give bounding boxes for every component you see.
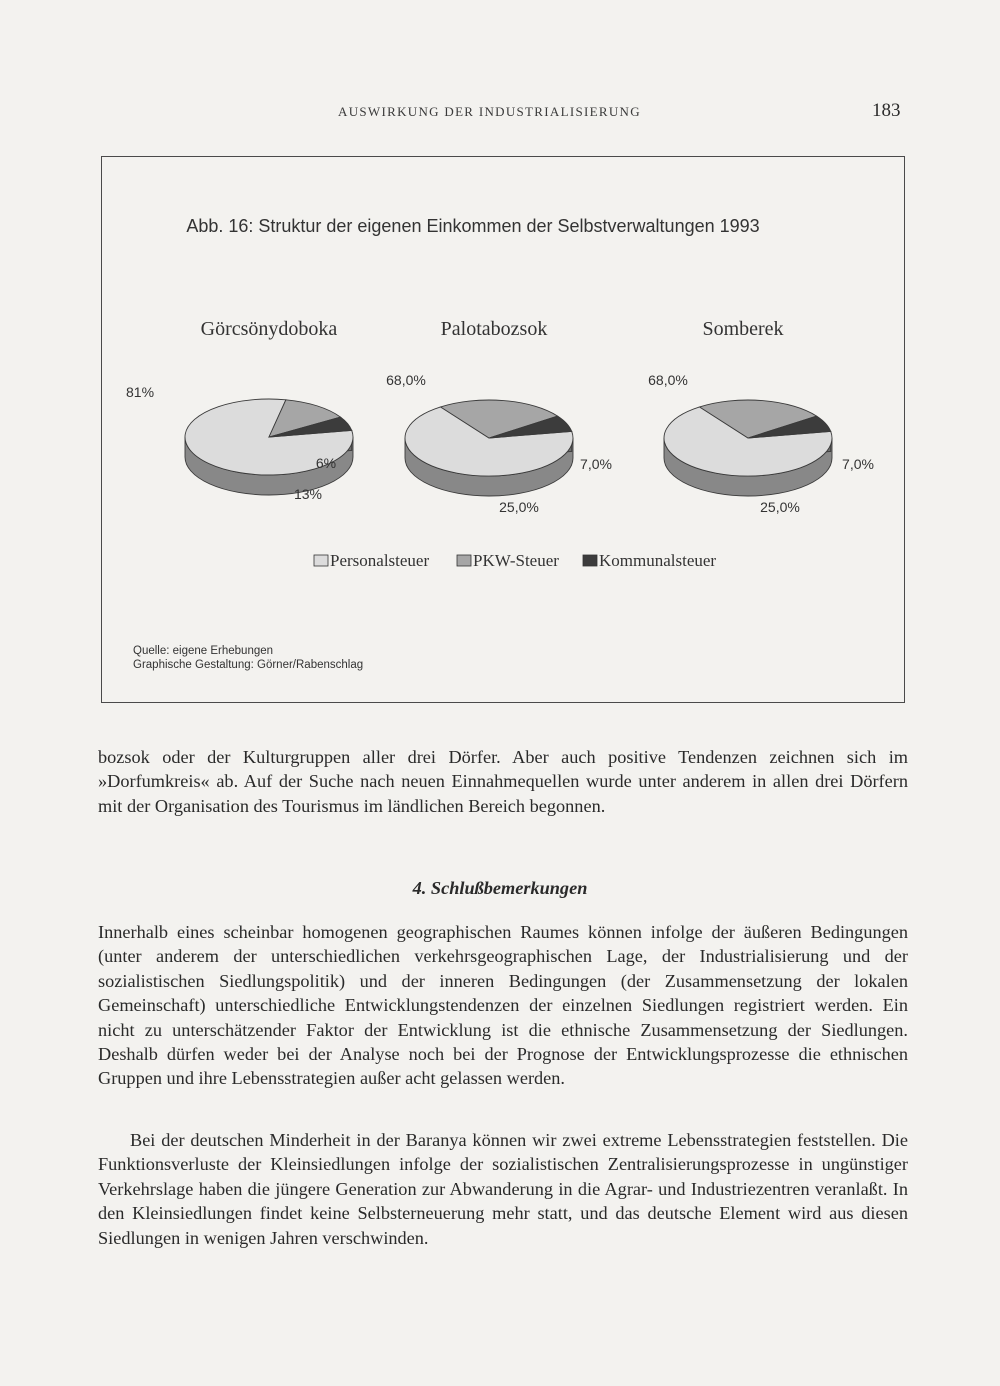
pie-value-label: 81%	[126, 384, 155, 400]
pie-value-label: 6%	[315, 455, 337, 471]
pie-3	[648, 318, 874, 515]
running-head	[0, 100, 1000, 128]
pie-title: Palotabozsok	[440, 318, 548, 340]
pie-value-label: 25,0%	[760, 499, 800, 515]
paragraph-1: bozsok oder der Kulturgruppen aller drei Dörfer. Aber auch positive Tendenzen zeichnen sich im »Dorfumkreis« ab. Auf der Suche nach neuen Einnahmequellen wurde unter anderem in allen drei Dörfern mit der Organisation des Tourismus im ländlichen Bereich begonnen.	[98, 747, 908, 816]
figure-source: Quelle: eigene Erhebungen	[133, 645, 274, 657]
pie-value-label: 13%	[293, 486, 323, 502]
page-number: 183	[872, 100, 901, 121]
legend-label: Kommunalsteuer	[599, 551, 717, 570]
running-title: AUSWIRKUNG DER INDUSTRIALISIERUNG	[338, 104, 641, 119]
pie-title: Somberek	[702, 318, 784, 340]
pie-value-label: 7,0%	[580, 456, 612, 472]
pie-value-label: 25,0%	[499, 499, 539, 515]
legend-item	[314, 551, 429, 570]
pie-2	[386, 318, 612, 515]
legend-item	[457, 551, 559, 570]
pie-title: Görcsönydoboka	[200, 318, 338, 340]
figure-credit: Graphische Gestaltung: Görner/Rabenschlag	[133, 659, 364, 671]
pie-value-label: 68,0%	[386, 372, 426, 388]
legend-label: Personalsteuer	[330, 551, 430, 570]
paragraph-2: Innerhalb eines scheinbar homogenen geographischen Raumes können infolge der äußeren Bedingungen (unter anderem der unterschiedlichen verkehrsgeographischen Lage, der Industrialisierung und der sozialistischen Siedlungspolitik) und der inneren Bedingungen (der Zusammensetzung der lokalen Gemeinschaft) unterschiedliche Entwicklungstendenzen der einzelnen Siedlungen registriert werden. Ein nicht zu unterschätzender Faktor der Entwicklung ist die ethnische Zusammensetzung der Siedlungen. Deshalb dürfen weder bei der Analyse noch bei der Prognose der Entwicklungsprozesse die ethnischen Gruppen und ihre Lebensstrategien außer acht gelassen werden.	[98, 922, 908, 1089]
pie-charts	[126, 318, 874, 515]
legend-swatch	[583, 555, 597, 566]
figure-title: Abb. 16: Struktur der eigenen Einkommen der Selbstverwaltungen 1993	[186, 216, 760, 236]
pie-chart-figure	[102, 157, 904, 702]
figure-box	[101, 156, 905, 703]
chart-legend	[314, 551, 716, 570]
pie-value-label: 68,0%	[648, 372, 688, 388]
legend-swatch	[314, 555, 328, 566]
pie-value-label: 7,0%	[842, 456, 874, 472]
pie-1	[126, 318, 353, 502]
paragraph-3: Bei der deutschen Minderheit in der Baranya können wir zwei extreme Lebensstrategien feststellen. Die Funktionsverluste der Kleinsiedlungen infolge der sozialistischen Zentralisierungsprozesse in ungünstiger Verkehrslage haben die jüngere Generation zur Abwanderung in die Agrar- und Industriezentren veranlaßt. In den Kleinsiedlungen findet keine Selbsterneuerung mehr statt, und das deutsche Element wird aus diesen Siedlungen in wenigen Jahren verschwinden.	[98, 1130, 908, 1248]
legend-item	[583, 551, 716, 570]
legend-label: PKW-Steuer	[473, 551, 559, 570]
section-heading: 4. Schlußbemerkungen	[412, 878, 588, 898]
legend-swatch	[457, 555, 471, 566]
